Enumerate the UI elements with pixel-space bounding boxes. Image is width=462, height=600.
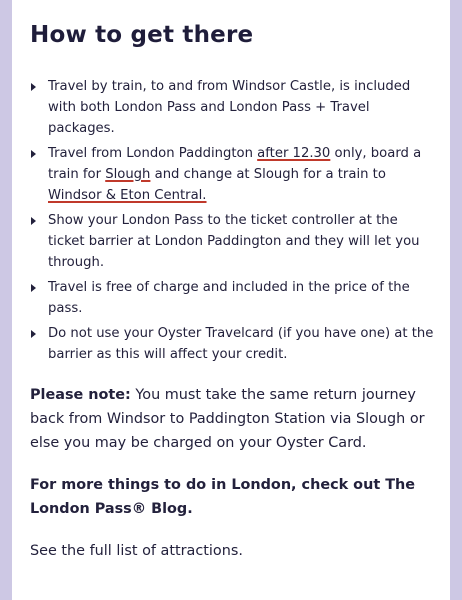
bullet-arrow-icon xyxy=(31,330,36,338)
list-item-text: Show your London Pass to the ticket controller at the ticket barrier at London Paddington and they will let you through. xyxy=(48,213,420,270)
list-item xyxy=(30,143,434,206)
section-title: How to get there xyxy=(30,22,254,48)
bullet-arrow-icon xyxy=(31,284,36,292)
please-note-text: You must take the same return journey back from Windsor to Paddington Station via Slough or else you may be charged on your Oyster Card. xyxy=(30,387,425,451)
list-item xyxy=(30,210,434,273)
highlight-time: after 12.30 xyxy=(257,146,331,161)
list-item-text-part: only, board a train for xyxy=(48,146,422,182)
list-item-text: Travel is free of charge and included in the price of the pass. xyxy=(48,280,410,316)
list-item-text: Travel by train, to and from Windsor Castle, is included with both London Pass and London Pass + Travel packages. xyxy=(48,79,411,136)
list-item xyxy=(30,277,434,319)
please-note-paragraph xyxy=(30,383,434,455)
list-item-text-part: and change at Slough for a train to xyxy=(150,167,386,182)
list-item-text xyxy=(48,146,421,203)
attractions-list-link[interactable]: See the full list of attractions. xyxy=(30,543,243,559)
list-item xyxy=(30,323,434,365)
content-panel xyxy=(12,0,450,600)
london-pass-blog-link[interactable]: For more things to do in London, check out The London Pass® Blog. xyxy=(30,477,416,517)
please-note-label: Please note: xyxy=(30,387,131,403)
highlight-slough: Slough xyxy=(105,167,151,182)
list-item xyxy=(30,76,434,139)
bullet-arrow-icon xyxy=(31,150,36,158)
highlight-destination: Windsor & Eton Central. xyxy=(48,188,207,203)
list-item-text-part: Travel from London Paddington xyxy=(48,146,258,161)
bullet-arrow-icon xyxy=(31,217,36,225)
bullet-arrow-icon xyxy=(31,83,36,91)
travel-instructions-list xyxy=(30,76,434,365)
list-item-text: Do not use your Oyster Travelcard (if you have one) at the barrier as this will affect your credit. xyxy=(48,326,434,362)
